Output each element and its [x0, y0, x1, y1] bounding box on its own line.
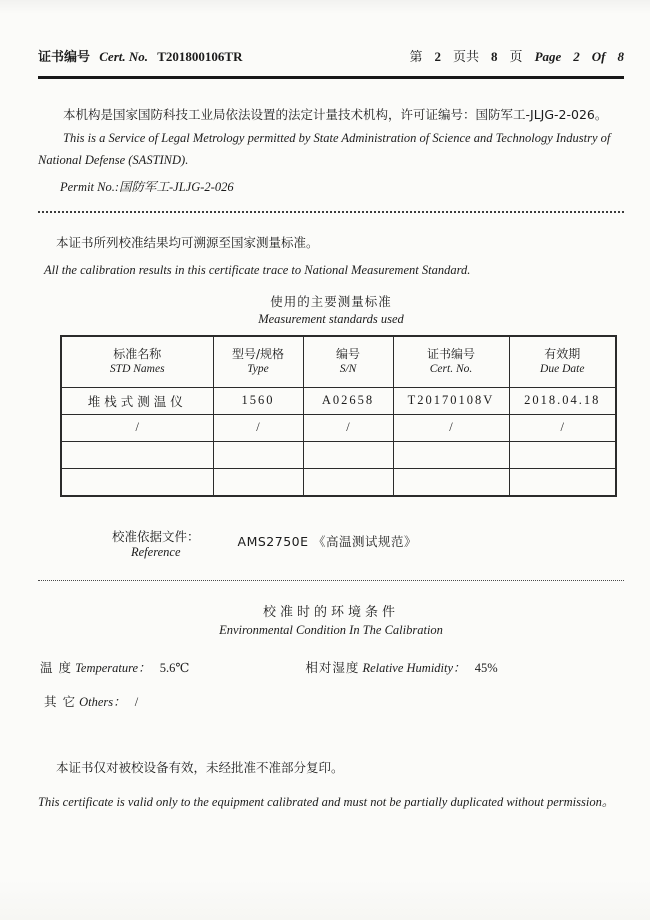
others-label-zh: 其 它 — [44, 693, 76, 709]
cell-cert-no: / — [393, 414, 509, 441]
temperature-label-zh: 温 度 — [40, 659, 72, 675]
col-header-cert-no — [393, 336, 509, 388]
cell-due-date — [509, 441, 616, 468]
cert-number-line — [38, 46, 249, 65]
temperature-label-en: Temperature： — [75, 660, 151, 675]
col-header-en: Type — [247, 363, 269, 376]
others-field — [44, 692, 624, 710]
cert-number: T201800106TR — [157, 49, 243, 64]
others-label-en: Others： — [79, 694, 126, 709]
environment-title — [38, 601, 624, 638]
temperature-value: 5.6℃ — [159, 660, 190, 675]
col-header-zh: 有效期 — [544, 347, 581, 362]
page-en-current: 2 — [573, 49, 580, 64]
environment-title-zh: 校准时的环境条件 — [262, 604, 399, 620]
cell-due-date — [509, 468, 616, 496]
humidity-label-zh: 相对湿度 — [305, 659, 360, 675]
permit-no: Permit No.:国防军工-JLJG-2-026 — [60, 179, 234, 194]
trace-zh: 本证书所列校准结果均可溯源至国家测量标准。 — [56, 234, 319, 250]
page-header — [38, 46, 624, 65]
cell-type: 1560 — [213, 387, 303, 414]
cell-type — [213, 441, 303, 468]
col-header-en: Due Date — [540, 363, 585, 376]
reference-section — [112, 527, 624, 560]
dotted-divider-bottom — [38, 580, 624, 581]
header-rule — [38, 76, 624, 79]
cell-cert-no — [393, 468, 509, 496]
cell-cert-no: T20170108V — [393, 387, 509, 414]
cell-std-name: 堆栈式测温仪 — [61, 387, 213, 414]
table-row — [61, 441, 616, 468]
cell-due-date: 2018.04.18 — [509, 387, 616, 414]
humidity-value: 45% — [474, 660, 498, 675]
intro-zh: 本机构是国家国防科技工业局依法设置的法定计量技术机构，许可证编号：国防军工-JLJG-2-026。 — [63, 107, 608, 122]
cell-std-name — [61, 441, 213, 468]
humidity-field — [305, 658, 497, 676]
page-zh-suffix: 页 — [509, 50, 523, 65]
col-header-due-date — [509, 336, 616, 388]
cell-std-name — [61, 468, 213, 496]
standards-title-zh: 使用的主要测量标准 — [270, 293, 392, 309]
environment-values-row — [38, 658, 624, 676]
others-value: / — [134, 694, 139, 709]
cert-label-zh: 证书编号 — [38, 50, 91, 65]
table-row — [61, 414, 616, 441]
col-header-zh: 型号/规格 — [231, 347, 285, 362]
cert-label-en: Cert. No. — [99, 49, 149, 64]
page-zh-prefix: 第 — [409, 50, 423, 65]
cell-std-name: / — [61, 414, 213, 441]
cell-due-date: / — [509, 414, 616, 441]
cell-sn: / — [303, 414, 393, 441]
standards-title-en: Measurement standards used — [258, 311, 404, 326]
cell-sn — [303, 468, 393, 496]
reference-label — [112, 527, 200, 560]
validity-zh: 本证书仅对被校设备有效，未经批准不准部分复印。 — [56, 759, 344, 775]
col-header-en: Cert. No. — [429, 363, 473, 376]
validity-en: This certificate is valid only to the equipment calibrated and must not be partially duplicated without permission。 — [38, 794, 615, 809]
col-header-en: S/N — [339, 363, 357, 376]
page-en-total: 8 — [617, 49, 624, 64]
col-header-en: STD Names — [109, 363, 165, 376]
col-header-type — [213, 336, 303, 388]
cell-sn: A02658 — [303, 387, 393, 414]
cell-type — [213, 468, 303, 496]
reference-label-en: Reference — [131, 544, 181, 559]
col-header-zh: 标准名称 — [113, 347, 162, 362]
col-header-sn — [303, 336, 393, 388]
humidity-label-en: Relative Humidity： — [362, 660, 466, 675]
validity-statement — [38, 758, 624, 810]
page-en-label: Page — [534, 49, 562, 64]
page-indicator — [410, 46, 624, 65]
col-header-zh: 证书编号 — [426, 347, 475, 362]
dotted-divider-top — [38, 211, 624, 213]
reference-label-zh: 校准依据文件： — [112, 528, 200, 544]
cell-sn — [303, 441, 393, 468]
reference-value: AMS2750E 《高温测试规范》 — [237, 533, 417, 549]
page-total: 8 — [491, 49, 498, 64]
environment-title-en: Environmental Condition In The Calibration — [219, 622, 443, 637]
trace-en: All the calibration results in this certificate trace to National Measurement Standard. — [44, 262, 471, 277]
intro-en: This is a Service of Legal Metrology permitted by State Administration of Science and Technology Industry of National Defense (SASTIND). — [38, 131, 611, 167]
traceability-section — [38, 233, 624, 278]
table-header-row — [61, 336, 616, 388]
standards-title — [38, 292, 624, 327]
col-header-std-names — [61, 336, 213, 388]
page-en-of: Of — [591, 49, 606, 64]
col-header-zh: 编号 — [335, 347, 360, 362]
page-zh-mid: 页共 — [453, 50, 480, 65]
cell-type: / — [213, 414, 303, 441]
table-row — [61, 468, 616, 496]
standards-table — [60, 335, 617, 497]
table-row — [61, 387, 616, 414]
intro-section — [38, 105, 620, 195]
temperature-field — [40, 658, 189, 676]
page-current: 2 — [434, 49, 442, 64]
cell-cert-no — [393, 441, 509, 468]
